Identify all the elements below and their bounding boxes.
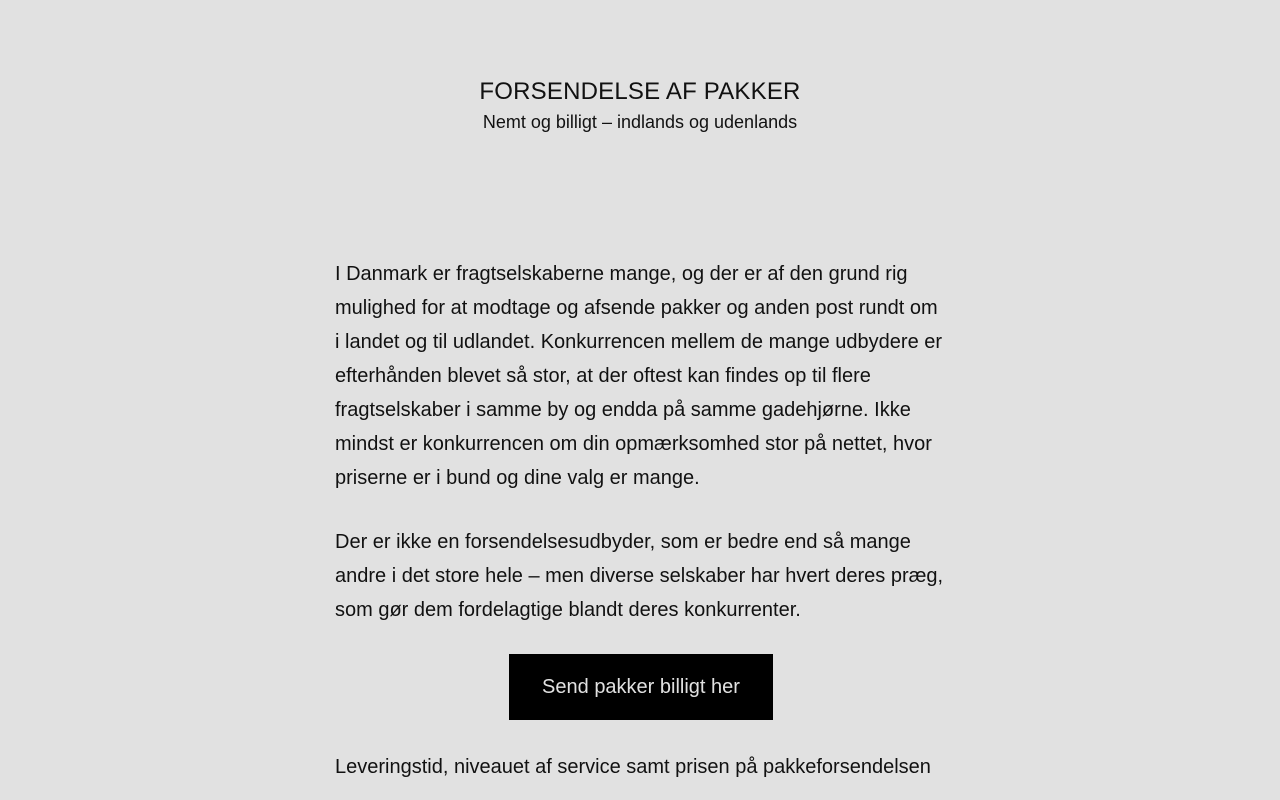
site-tagline: Nemt og billigt – indlands og udenlands [482, 112, 798, 132]
site-header [0, 0, 1280, 133]
site-title[interactable]: FORSENDELSE AF PAKKER [479, 78, 801, 105]
cta-container [335, 654, 947, 720]
paragraph-delivery: Leveringstid, niveauet af service samt prisen på pakkeforsendelsen [335, 756, 931, 778]
article-content [335, 257, 947, 800]
paragraph-providers: Der er ikke en forsendelsesudbyder, som er bedre end så mange andre i det store hele – men diverse selskaber har hvert deres præg, som gør dem fordelagtige blandt deres konkurrenter. [335, 531, 944, 621]
send-packages-button[interactable]: Send pakker billigt her [509, 654, 773, 720]
paragraph-intro: I Danmark er fragtselskaberne mange, og der er af den grund rig mulighed for at modtage og afsende pakker og anden post rundt om i landet og til udlandet. Konkurrencen mellem de mange udbydere er efterhånden blevet så stor, at der oftest kan findes op til flere fragtselskaber i samme by og endda på samme gadehjørne. Ikke mindst er konkurrencen om din opmærksomhed stor på nettet, hvor priserne er i bund og dine valg er mange. [335, 263, 943, 489]
